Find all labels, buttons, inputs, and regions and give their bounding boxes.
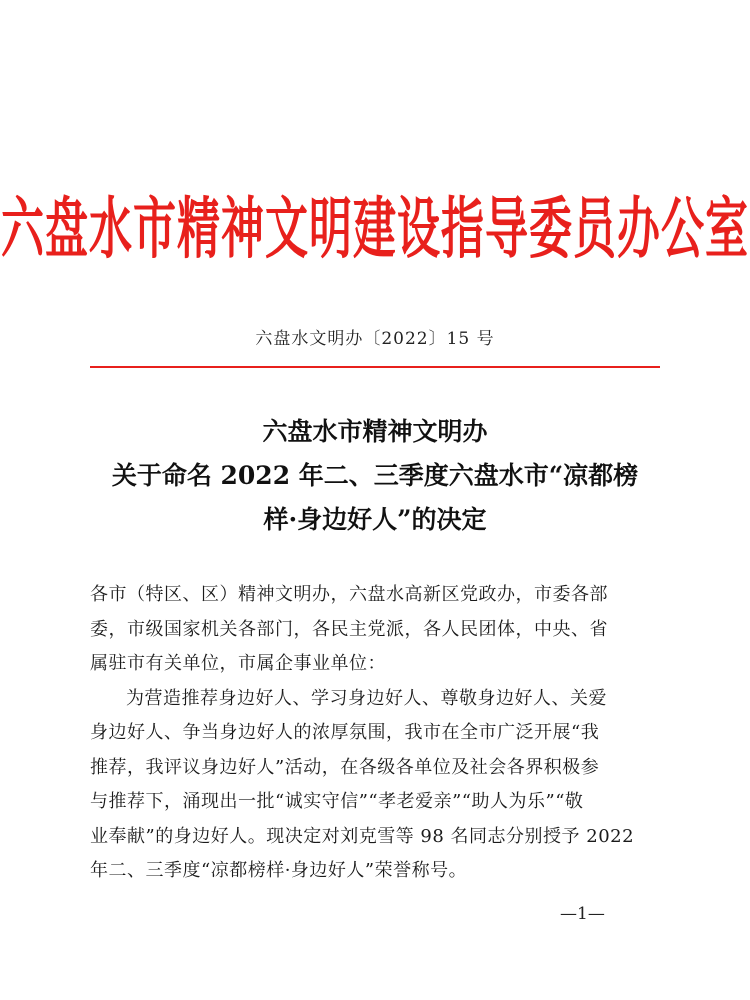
title-line: 六盘水市精神文明办 [262,417,488,446]
paragraph-line: 身边好人、争当身边好人的浓厚氛围，我市在全市广泛开展“我 [90,722,600,743]
paragraph-line: 年二、三季度“凉都榜样·身边好人”荣誉称号。 [90,860,468,881]
document-title [0,410,750,542]
document-number: 六盘水文明办〔2022〕15 号 [255,329,495,349]
addressee-line: 属驻市有关单位，市属企事业单位： [90,653,386,674]
document-body [90,578,665,889]
paragraph-line: 为营造推荐身边好人、学习身边好人、尊敬身边好人、关爱 [126,687,607,709]
paragraph-line: 推荐，我评议身边好人”活动，在各级各单位及社会各界积极参 [90,756,600,778]
paragraph-line: 业奉献”的身边好人。现决定对刘克雪等 98 名同志分别授予 2022 [90,825,635,847]
addressee-line: 委，市级国家机关各部门，各民主党派，各人民团体，中央、省 [90,618,608,640]
title-line: 样·身边好人”的决定 [263,505,487,534]
paragraph-line: 与推荐下，涌现出一批“诚实守信”“孝老爱亲”“助人为乐”“敬 [90,791,584,812]
page-number: —1— [560,904,605,924]
addressee-line: 各市（特区、区）精神文明办，六盘水高新区党政办，市委各部 [90,584,608,605]
title-line: 关于命名 2022 年二、三季度六盘水市“凉都榜 [111,461,639,490]
issuer-masthead: 六盘水市精神文明建设指导委员办公室 [1,191,749,269]
red-divider-rule [90,366,660,368]
